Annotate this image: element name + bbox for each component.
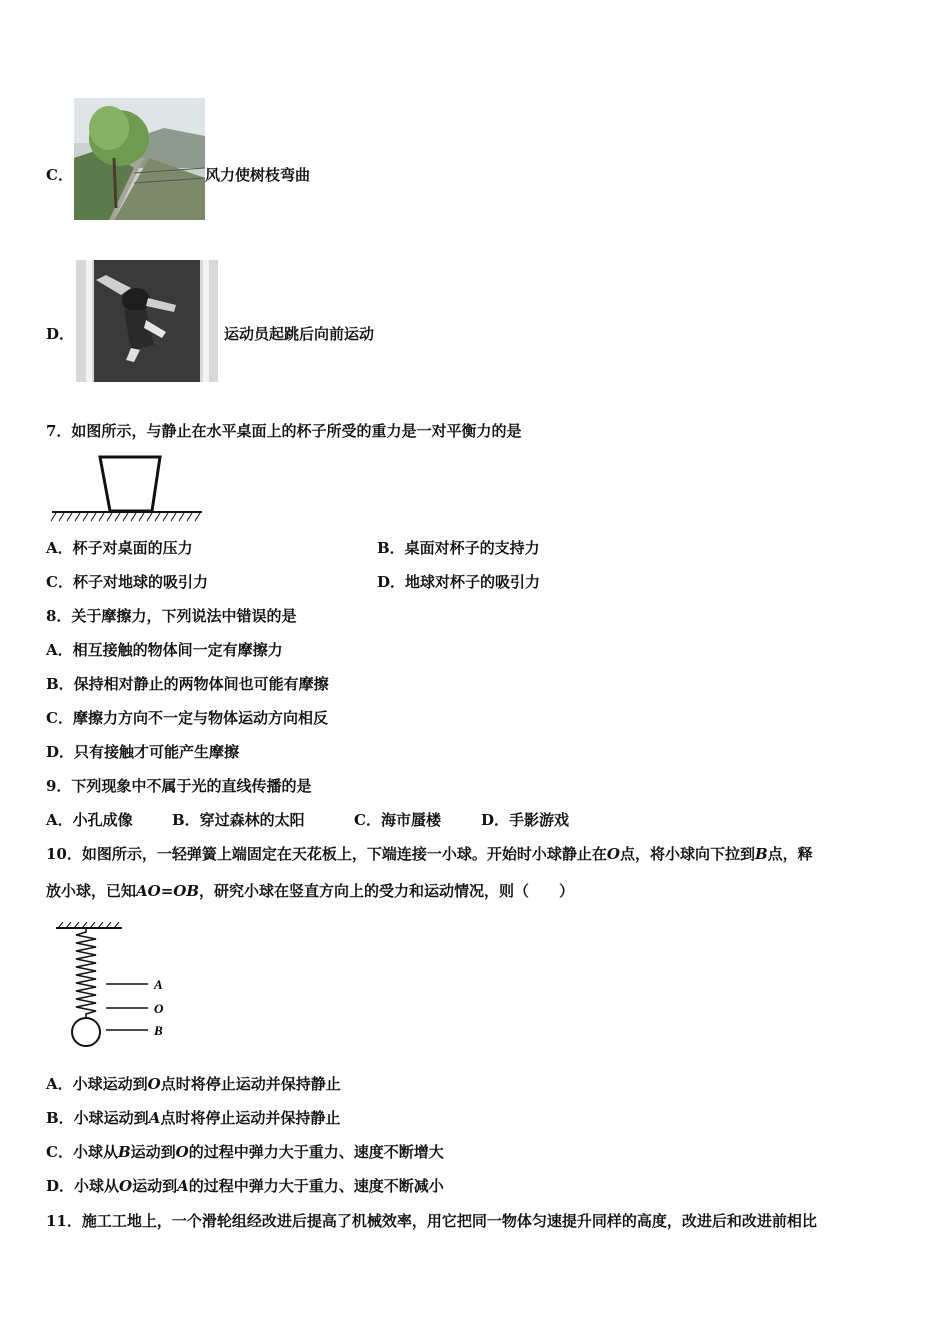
long-jump-photo-image — [76, 260, 218, 382]
q9-option-a: A．小孔成像 — [46, 811, 133, 829]
q8-stem: 8．关于摩擦力，下列说法中错误的是 — [46, 607, 297, 625]
q9-option-b: B．穿过森林的太阳 — [172, 811, 305, 829]
option-c-text: 风力使树枝弯曲 — [205, 166, 311, 184]
q11-stem: 11．施工工地上，一个滑轮组经改进后提高了机械效率，用它把同一物体匀速提升同样的高度，改进后和改进前相比 — [46, 1212, 817, 1230]
q10-stem-line2: 放小球，已知AO=OB，研究小球在竖直方向上的受力和运动情况，则（ ） — [46, 882, 575, 900]
q7-option-b: B．桌面对杯子的支持力 — [377, 539, 540, 557]
q9-option-c: C．海市蜃楼 — [354, 811, 441, 829]
q10-option-a: A．小球运动到O点时将停止运动并保持静止 — [46, 1075, 341, 1093]
q10-option-b: B．小球运动到A点时将停止运动并保持静止 — [46, 1109, 341, 1127]
q9-stem: 9．下列现象中不属于光的直线传播的是 — [46, 777, 312, 795]
q8-option-a: A．相互接触的物体间一定有摩擦力 — [46, 641, 283, 659]
q7-stem: 7．如图所示，与静止在水平桌面上的杯子所受的重力是一对平衡力的是 — [46, 422, 522, 440]
tree-photo-image — [74, 98, 205, 220]
q7-option-d: D．地球对杯子的吸引力 — [377, 573, 541, 591]
q8-option-c: C．摩擦力方向不一定与物体运动方向相反 — [46, 709, 328, 727]
label-a: A — [154, 977, 163, 992]
label-b: B — [154, 1023, 163, 1038]
q8-option-b: B．保持相对静止的两物体间也可能有摩擦 — [46, 675, 329, 693]
spring-ball-diagram — [56, 922, 176, 1052]
q10-option-c: C．小球从B运动到O的过程中弹力大于重力、速度不断增大 — [46, 1143, 444, 1161]
label-o: O — [154, 1001, 164, 1016]
cup-on-table-diagram — [48, 455, 206, 525]
q8-option-d: D．只有接触才可能产生摩擦 — [46, 743, 240, 761]
option-d-text: 运动员起跳后向前运动 — [224, 325, 375, 343]
option-d-letter: D． — [46, 325, 75, 343]
q9-option-d: D．手影游戏 — [481, 811, 570, 829]
q7-option-a: A．杯子对桌面的压力 — [46, 539, 193, 557]
option-c-letter: C． — [46, 166, 73, 184]
q7-option-c: C．杯子对地球的吸引力 — [46, 573, 208, 591]
q10-option-d: D．小球从O运动到A的过程中弹力大于重力、速度不断减小 — [46, 1177, 444, 1195]
q10-stem-line1: 10．如图所示，一轻弹簧上端固定在天花板上，下端连接一小球。开始时小球静止在O点，将小球向下拉到B点，释 — [46, 845, 813, 863]
